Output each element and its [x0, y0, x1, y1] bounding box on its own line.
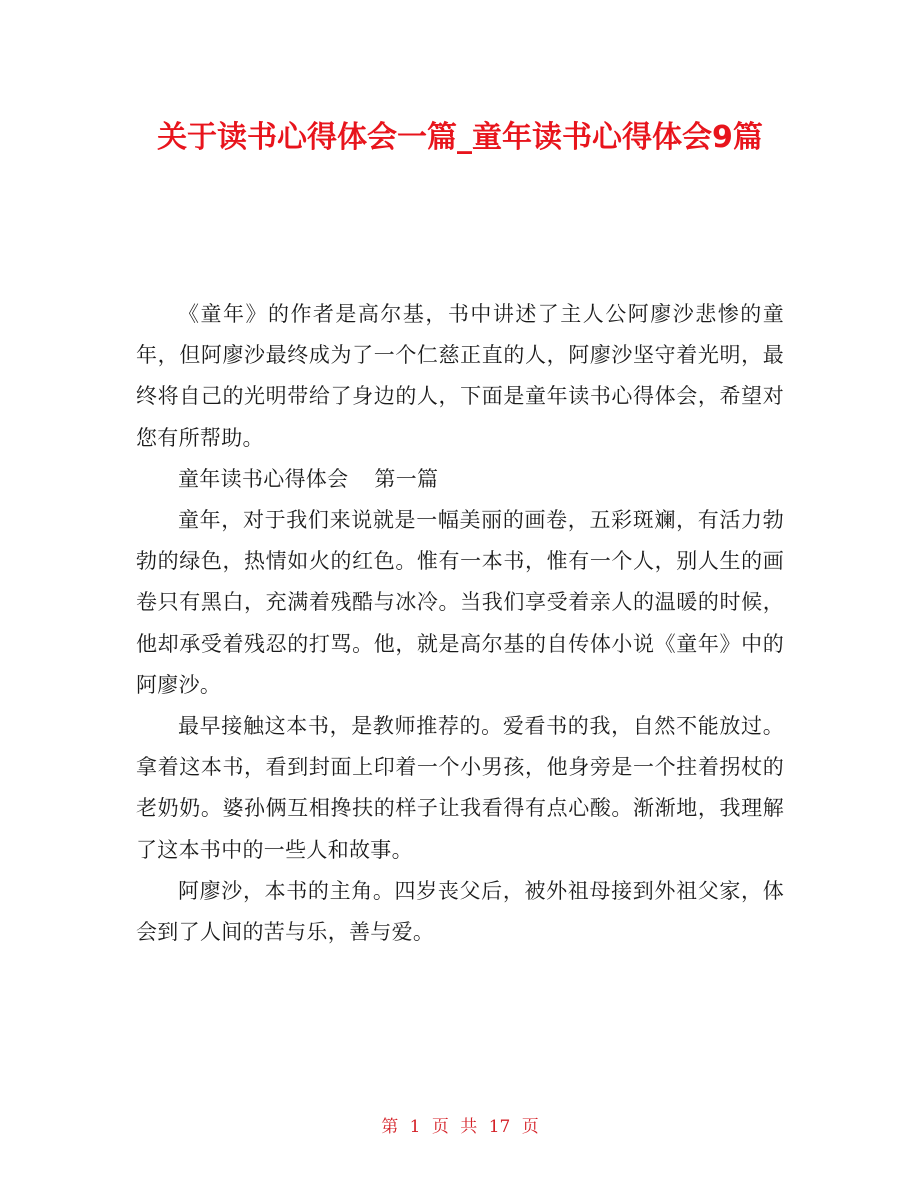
section-paragraph: 最早接触这本书，是教师推荐的。爱看书的我，自然不能放过。拿着这本书，看到封面上印着一个小男孩，他身旁是一个拄着拐杖的老奶奶。婆孙俩互相搀扶的样子让我看得有点心酸。渐渐地，我理解了这本书中的一些人和故事。: [136, 714, 784, 862]
section-heading: [136, 459, 784, 500]
section-heading-index: 第一篇: [374, 466, 439, 491]
page-number-footer: 第 1 页 共 17 页: [381, 1117, 539, 1137]
intro-paragraph: 《童年》的作者是高尔基，书中讲述了主人公阿廖沙悲惨的童年，但阿廖沙最终成为了一个仁慈正直的人，阿廖沙坚守着光明，最终将自己的光明带给了身边的人，下面是童年读书心得体会，希望对您有所帮助。: [136, 302, 784, 450]
document-body: [136, 294, 784, 953]
section-paragraph: 阿廖沙，本书的主角。四岁丧父后，被外祖母接到外祖父家，体会到了人间的苦与乐，善与爱。: [136, 878, 784, 945]
section-paragraph: 童年，对于我们来说就是一幅美丽的画卷，五彩斑斓，有活力勃勃的绿色，热情如火的红色。惟有一本书，惟有一个人，别人生的画卷只有黑白，充满着残酷与冰冷。当我们享受着亲人的温暖的时候，他却承受着残忍的打骂。他，就是高尔基的自传体小说《童年》中的阿廖沙。: [136, 508, 784, 697]
section-heading-label: 童年读书心得体会: [178, 466, 349, 491]
document-title: 关于读书心得体会一篇_童年读书心得体会9篇: [157, 120, 763, 155]
